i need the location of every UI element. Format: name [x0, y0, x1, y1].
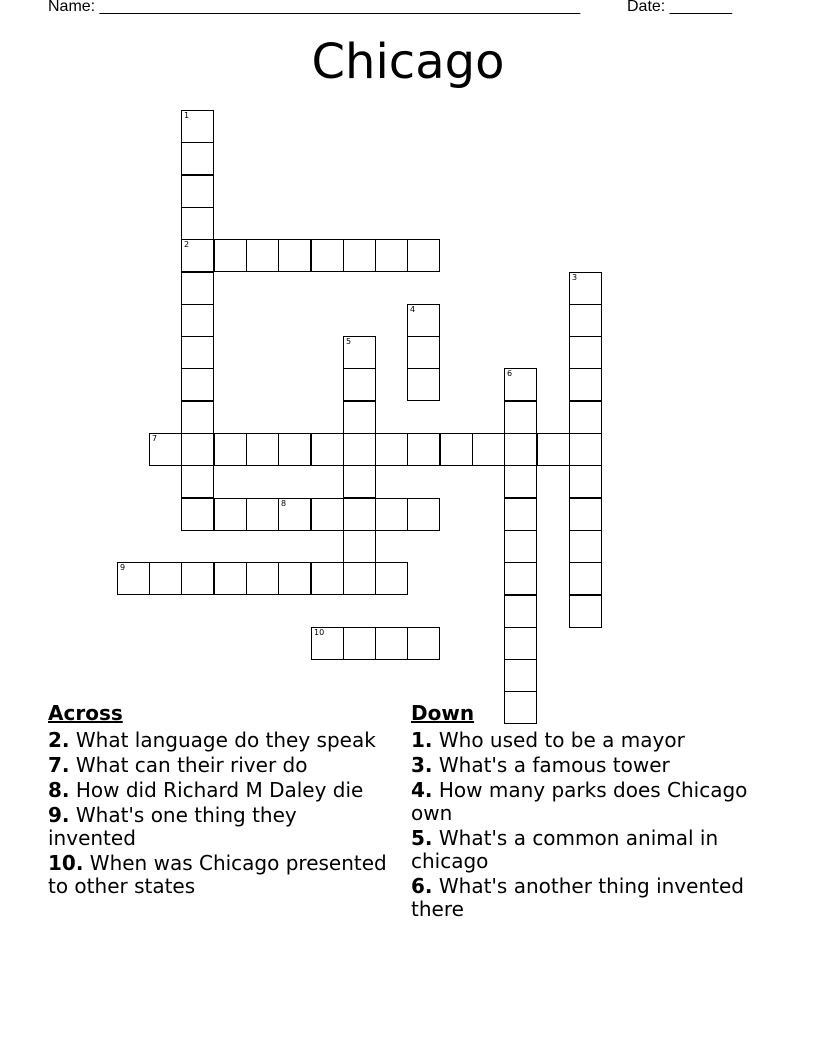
clue-number: 10. [48, 851, 84, 875]
crossword-cell[interactable] [343, 465, 376, 498]
crossword-cell[interactable] [214, 433, 247, 466]
clue-text: What's one thing they invented [48, 803, 297, 850]
crossword-cell[interactable] [569, 401, 602, 434]
down-heading: Down [411, 701, 475, 725]
crossword-cell[interactable] [504, 595, 537, 628]
crossword-cell[interactable] [504, 401, 537, 434]
crossword-cell[interactable] [246, 498, 279, 531]
crossword-cell[interactable] [343, 401, 376, 434]
name-field-label: Name: ______________________________________________________ [48, 0, 581, 15]
crossword-cell[interactable] [311, 627, 344, 660]
crossword-cell[interactable] [407, 627, 440, 660]
crossword-cell[interactable] [343, 336, 376, 369]
crossword-cell[interactable] [181, 304, 214, 337]
clue-text: How many parks does Chicago own [411, 778, 748, 825]
crossword-cell[interactable] [504, 368, 537, 401]
crossword-cell[interactable] [278, 239, 311, 272]
crossword-cell[interactable] [375, 627, 408, 660]
crossword-cell[interactable] [569, 465, 602, 498]
down-clue [411, 827, 751, 873]
crossword-cell[interactable] [537, 433, 570, 466]
clue-number: 7. [48, 753, 70, 777]
crossword-cell[interactable] [181, 465, 214, 498]
crossword-cell[interactable] [181, 142, 214, 175]
clue-number-label: 3 [572, 273, 578, 282]
crossword-cell[interactable] [504, 562, 537, 595]
crossword-cell[interactable] [569, 433, 602, 466]
crossword-cell[interactable] [214, 498, 247, 531]
crossword-cell[interactable] [343, 627, 376, 660]
crossword-cell[interactable] [278, 498, 311, 531]
crossword-cell[interactable] [181, 562, 214, 595]
clue-text: What language do they speak [75, 728, 376, 752]
crossword-cell[interactable] [343, 530, 376, 563]
crossword-cell[interactable] [246, 433, 279, 466]
crossword-cell[interactable] [569, 595, 602, 628]
crossword-cell[interactable] [246, 562, 279, 595]
crossword-cell[interactable] [569, 498, 602, 531]
crossword-cell[interactable] [343, 239, 376, 272]
crossword-cell[interactable] [343, 433, 376, 466]
clue-text: What's a common animal in chicago [411, 826, 719, 873]
clue-number: 9. [48, 803, 70, 827]
clue-text: What's another thing invented there [411, 874, 744, 921]
across-heading: Across [48, 701, 123, 725]
clue-number: 4. [411, 778, 433, 802]
clue-number: 2. [48, 728, 70, 752]
crossword-cell[interactable] [407, 336, 440, 369]
clue-number-label: 6 [507, 369, 513, 378]
clue-number-label: 7 [152, 434, 158, 443]
crossword-cell[interactable] [569, 304, 602, 337]
down-clues [411, 702, 751, 923]
clue-text: What can their river do [75, 753, 308, 777]
crossword-cell[interactable] [375, 562, 408, 595]
crossword-cell[interactable] [375, 239, 408, 272]
crossword-cell[interactable] [569, 336, 602, 369]
crossword-cell[interactable] [407, 304, 440, 337]
crossword-cell[interactable] [181, 336, 214, 369]
clue-number: 8. [48, 778, 70, 802]
crossword-cell[interactable] [504, 498, 537, 531]
page-title: Chicago [311, 34, 505, 90]
clue-text: What's a famous tower [438, 753, 670, 777]
crossword-cell[interactable] [278, 562, 311, 595]
crossword-cell[interactable] [181, 368, 214, 401]
across-clues [48, 702, 388, 900]
crossword-cell[interactable] [375, 433, 408, 466]
across-clue [48, 729, 388, 752]
crossword-cell[interactable] [246, 239, 279, 272]
crossword-cell[interactable] [504, 530, 537, 563]
crossword-cell[interactable] [311, 433, 344, 466]
date-field-label: Date: _______ [627, 0, 732, 15]
across-clue [48, 779, 388, 802]
clue-number-label: 5 [346, 337, 352, 346]
crossword-cell[interactable] [214, 562, 247, 595]
crossword-cell[interactable] [311, 498, 344, 531]
across-clue [48, 754, 388, 777]
across-clue [48, 852, 388, 898]
crossword-cell[interactable] [214, 239, 247, 272]
crossword-cell[interactable] [407, 433, 440, 466]
clue-number-label: 2 [184, 240, 190, 249]
down-clue [411, 729, 751, 752]
clue-text: When was Chicago presented to other states [48, 851, 387, 898]
crossword-cell[interactable] [343, 368, 376, 401]
crossword-cell[interactable] [117, 562, 150, 595]
crossword-cell[interactable] [504, 627, 537, 660]
crossword-cell[interactable] [440, 433, 473, 466]
crossword-cell[interactable] [569, 562, 602, 595]
crossword-cell[interactable] [407, 239, 440, 272]
clue-number-label: 10 [314, 628, 325, 637]
crossword-cell[interactable] [569, 272, 602, 305]
down-clue [411, 875, 751, 921]
crossword-cell[interactable] [149, 433, 182, 466]
crossword-cell[interactable] [311, 239, 344, 272]
crossword-cell[interactable] [504, 659, 537, 692]
clue-text: How did Richard M Daley die [75, 778, 364, 802]
clue-number: 3. [411, 753, 433, 777]
crossword-cell[interactable] [149, 562, 182, 595]
crossword-cell[interactable] [181, 110, 214, 143]
clue-number: 1. [411, 728, 433, 752]
across-clue [48, 804, 388, 850]
clue-text: Who used to be a mayor [438, 728, 685, 752]
clue-number: 6. [411, 874, 433, 898]
crossword-cell[interactable] [181, 498, 214, 531]
crossword-cell[interactable] [407, 368, 440, 401]
crossword-cell[interactable] [181, 239, 214, 272]
down-clue [411, 779, 751, 825]
crossword-cell[interactable] [504, 465, 537, 498]
crossword-cell[interactable] [181, 401, 214, 434]
crossword-cell[interactable] [181, 272, 214, 305]
crossword-cell[interactable] [181, 433, 214, 466]
clue-number-label: 4 [410, 305, 416, 314]
crossword-cell[interactable] [343, 562, 376, 595]
clue-number-label: 8 [281, 499, 287, 508]
crossword-cell[interactable] [311, 562, 344, 595]
crossword-cell[interactable] [278, 433, 311, 466]
crossword-cell[interactable] [569, 368, 602, 401]
crossword-cell[interactable] [181, 207, 214, 240]
clue-number-label: 1 [184, 111, 190, 120]
down-clue [411, 754, 751, 777]
crossword-cell[interactable] [407, 498, 440, 531]
crossword-cell[interactable] [504, 433, 537, 466]
crossword-cell[interactable] [181, 175, 214, 208]
crossword-cell[interactable] [375, 498, 408, 531]
crossword-cell[interactable] [472, 433, 505, 466]
crossword-cell[interactable] [343, 498, 376, 531]
clue-number: 5. [411, 826, 433, 850]
crossword-cell[interactable] [569, 530, 602, 563]
clue-number-label: 9 [120, 563, 126, 572]
